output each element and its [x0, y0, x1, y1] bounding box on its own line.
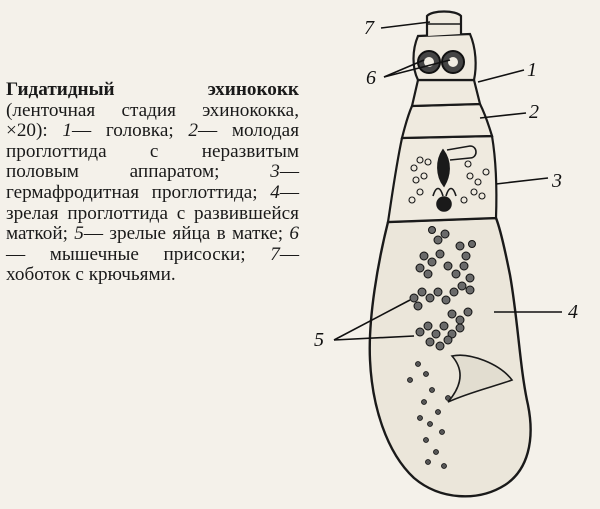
- caption-item-3-text: — гермафродитная проглоттида;: [6, 161, 300, 203]
- sucker-right-inner: [448, 57, 458, 67]
- mature-proglottid: [370, 218, 531, 496]
- label-5: 5: [314, 329, 324, 351]
- young-proglottid: [402, 104, 492, 138]
- echinococcus-illustration: [300, 0, 600, 509]
- caption-item-3-num: 3: [270, 161, 280, 183]
- label-3: 3: [552, 170, 562, 192]
- label-2: 2: [529, 101, 539, 123]
- caption-item-4-text: — зрелая проглоттида с развившейся маткой;: [6, 181, 299, 245]
- label-4: 4: [568, 301, 578, 323]
- caption-item-4-num: 4: [270, 181, 280, 203]
- figure-caption: [6, 80, 299, 286]
- caption-item-6-text: — мышечные присоски;: [6, 243, 246, 265]
- caption-item-5-text: — зрелые яйца в матке;: [83, 223, 284, 245]
- caption-item-7-num: 7: [270, 243, 280, 265]
- neck: [412, 80, 480, 106]
- caption-item-5-num: 5: [74, 223, 84, 245]
- caption-item-7-text: — хоботок с крючьями.: [6, 243, 299, 286]
- caption-item-2-num: 2: [188, 120, 198, 142]
- caption-subtitle: (ленточная стадия эхинококка, ×20):: [6, 99, 299, 142]
- caption-title: Гидатидный эхинококк: [6, 79, 299, 100]
- caption-item-1-text: — головка;: [72, 120, 174, 142]
- caption-item-2-text: — молодая проглоттида с неразвитым половым аппаратом;: [6, 120, 300, 183]
- label-1: 1: [527, 59, 537, 81]
- label-6: 6: [366, 67, 376, 89]
- caption-item-1-num: 1: [62, 120, 72, 142]
- caption-item-6-num: 6: [289, 223, 300, 245]
- label-7: 7: [364, 17, 374, 39]
